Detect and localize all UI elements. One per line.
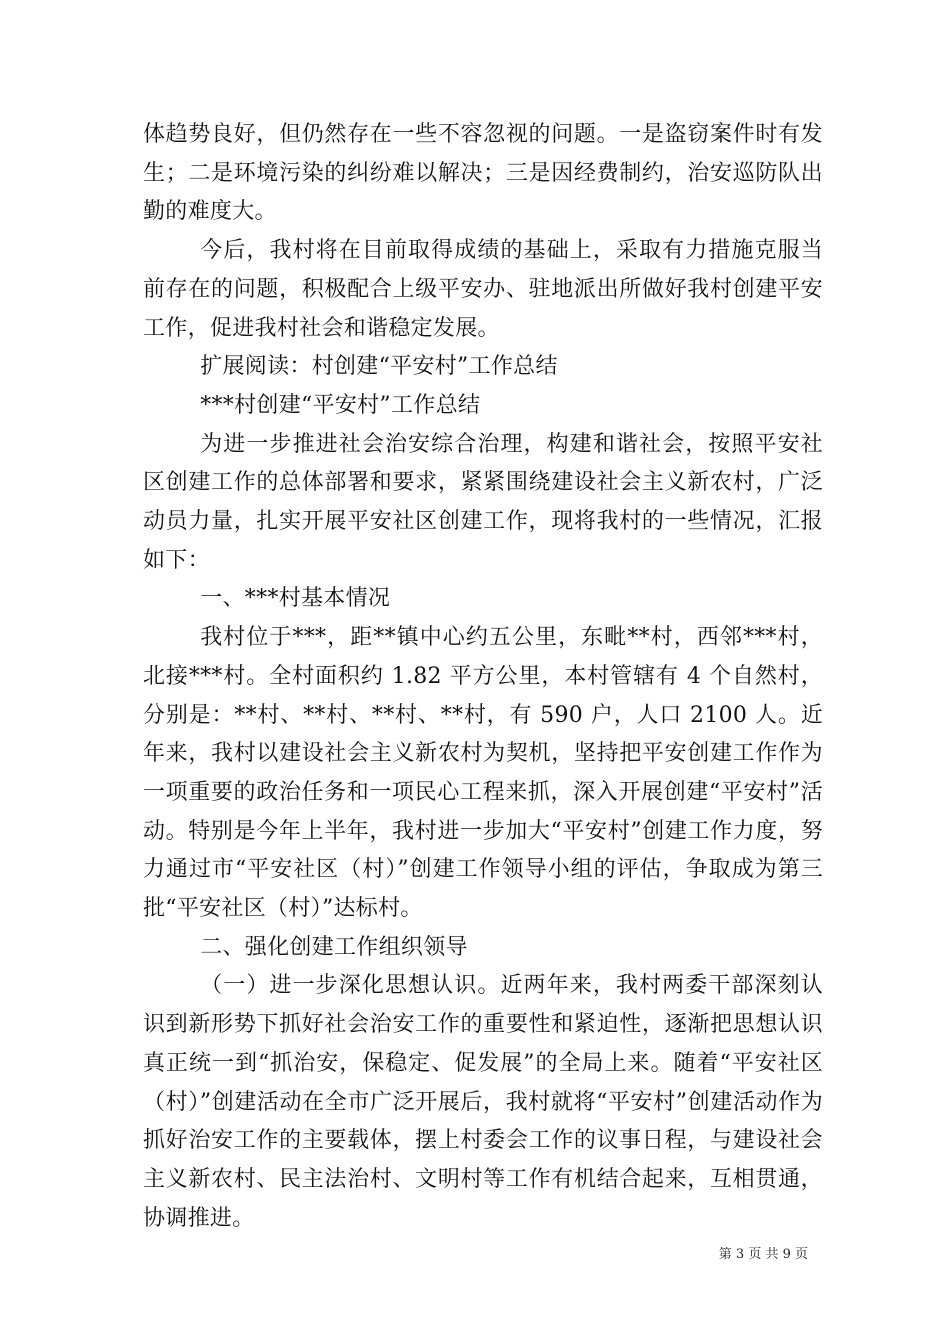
paragraph-purpose: 为进一步推进社会治安综合治理，构建和谐社会，按照平安社区创建工作的总体部署和要求，紧紧围绕建设社会主义新农村，广泛动员力量，扎实开展平安社区创建工作，现将我村的一些情况，汇报如下： [143, 431, 823, 573]
page-number-footer: 第 3 页 共 9 页 [718, 1247, 808, 1262]
paragraph-future-plan: 今后，我村将在目前取得成绩的基础上，采取有力措施克服当前存在的问题，积极配合上级平安办、驻地派出所做好我村创建平安工作，促进我村社会和谐稳定发展。 [143, 238, 823, 341]
paragraph-intro-problems: 体趋势良好，但仍然存在一些不容忽视的问题。一是盗窃案件时有发生；二是环境污染的纠纷难以解决；三是因经费制约，治安巡防队出勤的难度大。 [143, 122, 823, 225]
extended-reading-heading: 扩展阅读：村创建“平安村”工作总结 [200, 354, 558, 380]
section-heading-basic-info: 一、***村基本情况 [200, 586, 391, 612]
summary-title: ***村创建“平安村”工作总结 [200, 392, 481, 418]
paragraph-deepen-understanding: （一）进一步深化思想认识。近两年来，我村两委干部深刻认识到新形势下抓好社会治安工作的重要性和紧迫性，逐渐把思想认识真正统一到“抓治安，保稳定、促发展”的全局上来。随着“平安社区（村）”创建活动在全市广泛开展后，我村就将“平安村”创建活动作为抓好治安工作的主要载体，摆上村委会工作的议事日程，与建设社会主义新农村、民主法治村、文明村等工作有机结合起来，互相贯通，协调推进。 [143, 973, 823, 1231]
section-heading-leadership: 二、强化创建工作组织领导 [200, 934, 468, 960]
document-body [143, 116, 823, 1238]
paragraph-basic-info: 我村位于***，距**镇中心约五公里，东毗**村，西邻***村，北接***村。全村面积约 1.82 平方公里，本村管辖有 4 个自然村，分别是：**村、**村、**村、**村，有 590 户，人口 2100 人。近年来，我村以建设社会主义新农村为契机，坚持把平安创建工作作为一项重要的政治任务和一项民心工程来抓，深入开展创建“平安村”活动。特别是今年上半年，我村进一步加大“平安村”创建工作力度，努力通过市“平安社区（村）”创建工作领导小组的评估，争取成为第三批“平安社区（村）”达标村。 [143, 625, 823, 922]
